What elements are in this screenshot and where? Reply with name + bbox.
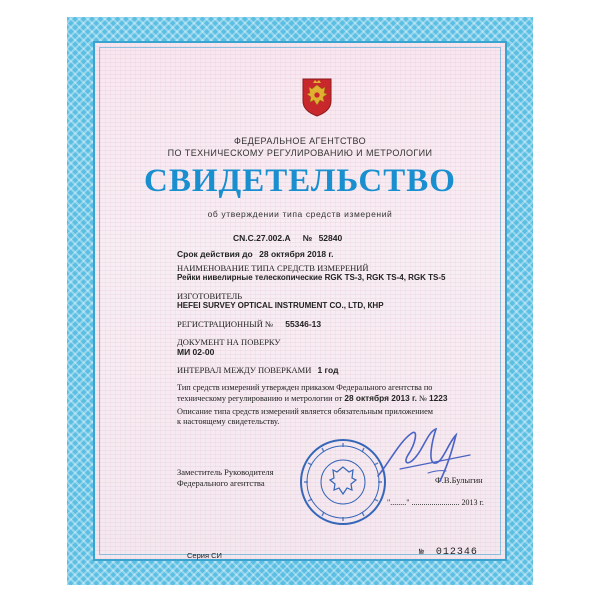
handwritten-signature-icon [370, 421, 480, 491]
registration [177, 319, 321, 329]
description-line-2: к настоящему свидетельству. [177, 417, 280, 426]
coat-of-arms-icon [301, 77, 333, 117]
registration-label: РЕГИСТРАЦИОННЫЙ № [177, 319, 274, 329]
agency-line-2: ПО ТЕХНИЧЕСКОМУ РЕГУЛИРОВАНИЮ И МЕТРОЛОГИИ [167, 148, 433, 158]
certificate-number [233, 233, 342, 243]
name-label: НАИМЕНОВАНИЕ ТИПА СРЕДСТВ ИЗМЕРЕНИЙ [177, 263, 369, 273]
agency-name [95, 135, 505, 159]
signing-date: "........" ........................ 2013 г. [387, 498, 484, 507]
validity-label: Срок действия до [177, 249, 253, 259]
certificate-number-value: 52840 [318, 233, 343, 243]
certificate-number-sign: № [302, 233, 313, 243]
form-number [419, 548, 478, 558]
approval-line-2: техническому регулированию и метрологии от 28 октября 2013 г. № 1223 [177, 393, 448, 403]
position-line-1: Заместитель Руководителя [177, 467, 274, 477]
document-title: СВИДЕТЕЛЬСТВО [144, 163, 456, 199]
name-value: Рейки нивелирные телескопические RGK TS-3, RGK TS-4, RGK TS-5 [177, 273, 446, 282]
approval-number: 1223 [429, 393, 448, 403]
description-line-1: Описание типа средств измерений является обязательным приложением [177, 407, 434, 416]
doc-label: ДОКУМЕНТ НА ПОВЕРКУ [177, 337, 281, 347]
form-number-value: 012346 [435, 547, 478, 558]
agency-line-1: ФЕДЕРАЛЬНОЕ АГЕНТСТВО [233, 136, 367, 146]
interval-label: ИНТЕРВАЛ МЕЖДУ ПОВЕРКАМИ [177, 365, 312, 375]
maker-value: HEFEI SURVEY OPTICAL INSTRUMENT CO., LTD, КНР [177, 301, 384, 310]
interval-value: 1 год [317, 365, 339, 375]
interval [177, 365, 338, 375]
maker-label: ИЗГОТОВИТЕЛЬ [177, 291, 243, 301]
approval-date: 28 октября 2013 г. [344, 393, 417, 403]
approval-line-1: Тип средств измерений утвержден приказом Федерального агентства по [177, 383, 433, 392]
validity-date: 28 октября 2018 г. [259, 249, 334, 259]
series-label: Серия СИ [187, 551, 222, 560]
certificate-code: CN.C.27.002.A [233, 233, 291, 243]
document-subtitle: об утверждении типа средств измерений [207, 209, 393, 219]
doc-value: МИ 02-00 [177, 347, 215, 357]
certificate-frame [67, 17, 533, 585]
registration-value: 55346-13 [285, 319, 322, 329]
validity [177, 249, 333, 259]
form-number-sign: № [419, 548, 424, 557]
signer-name: Ф.В.Булыгин [435, 475, 483, 485]
certificate-body [93, 41, 507, 561]
signatory-position [177, 467, 274, 489]
position-line-2: Федерального агентства [177, 478, 265, 488]
approval-paragraph [177, 383, 477, 404]
